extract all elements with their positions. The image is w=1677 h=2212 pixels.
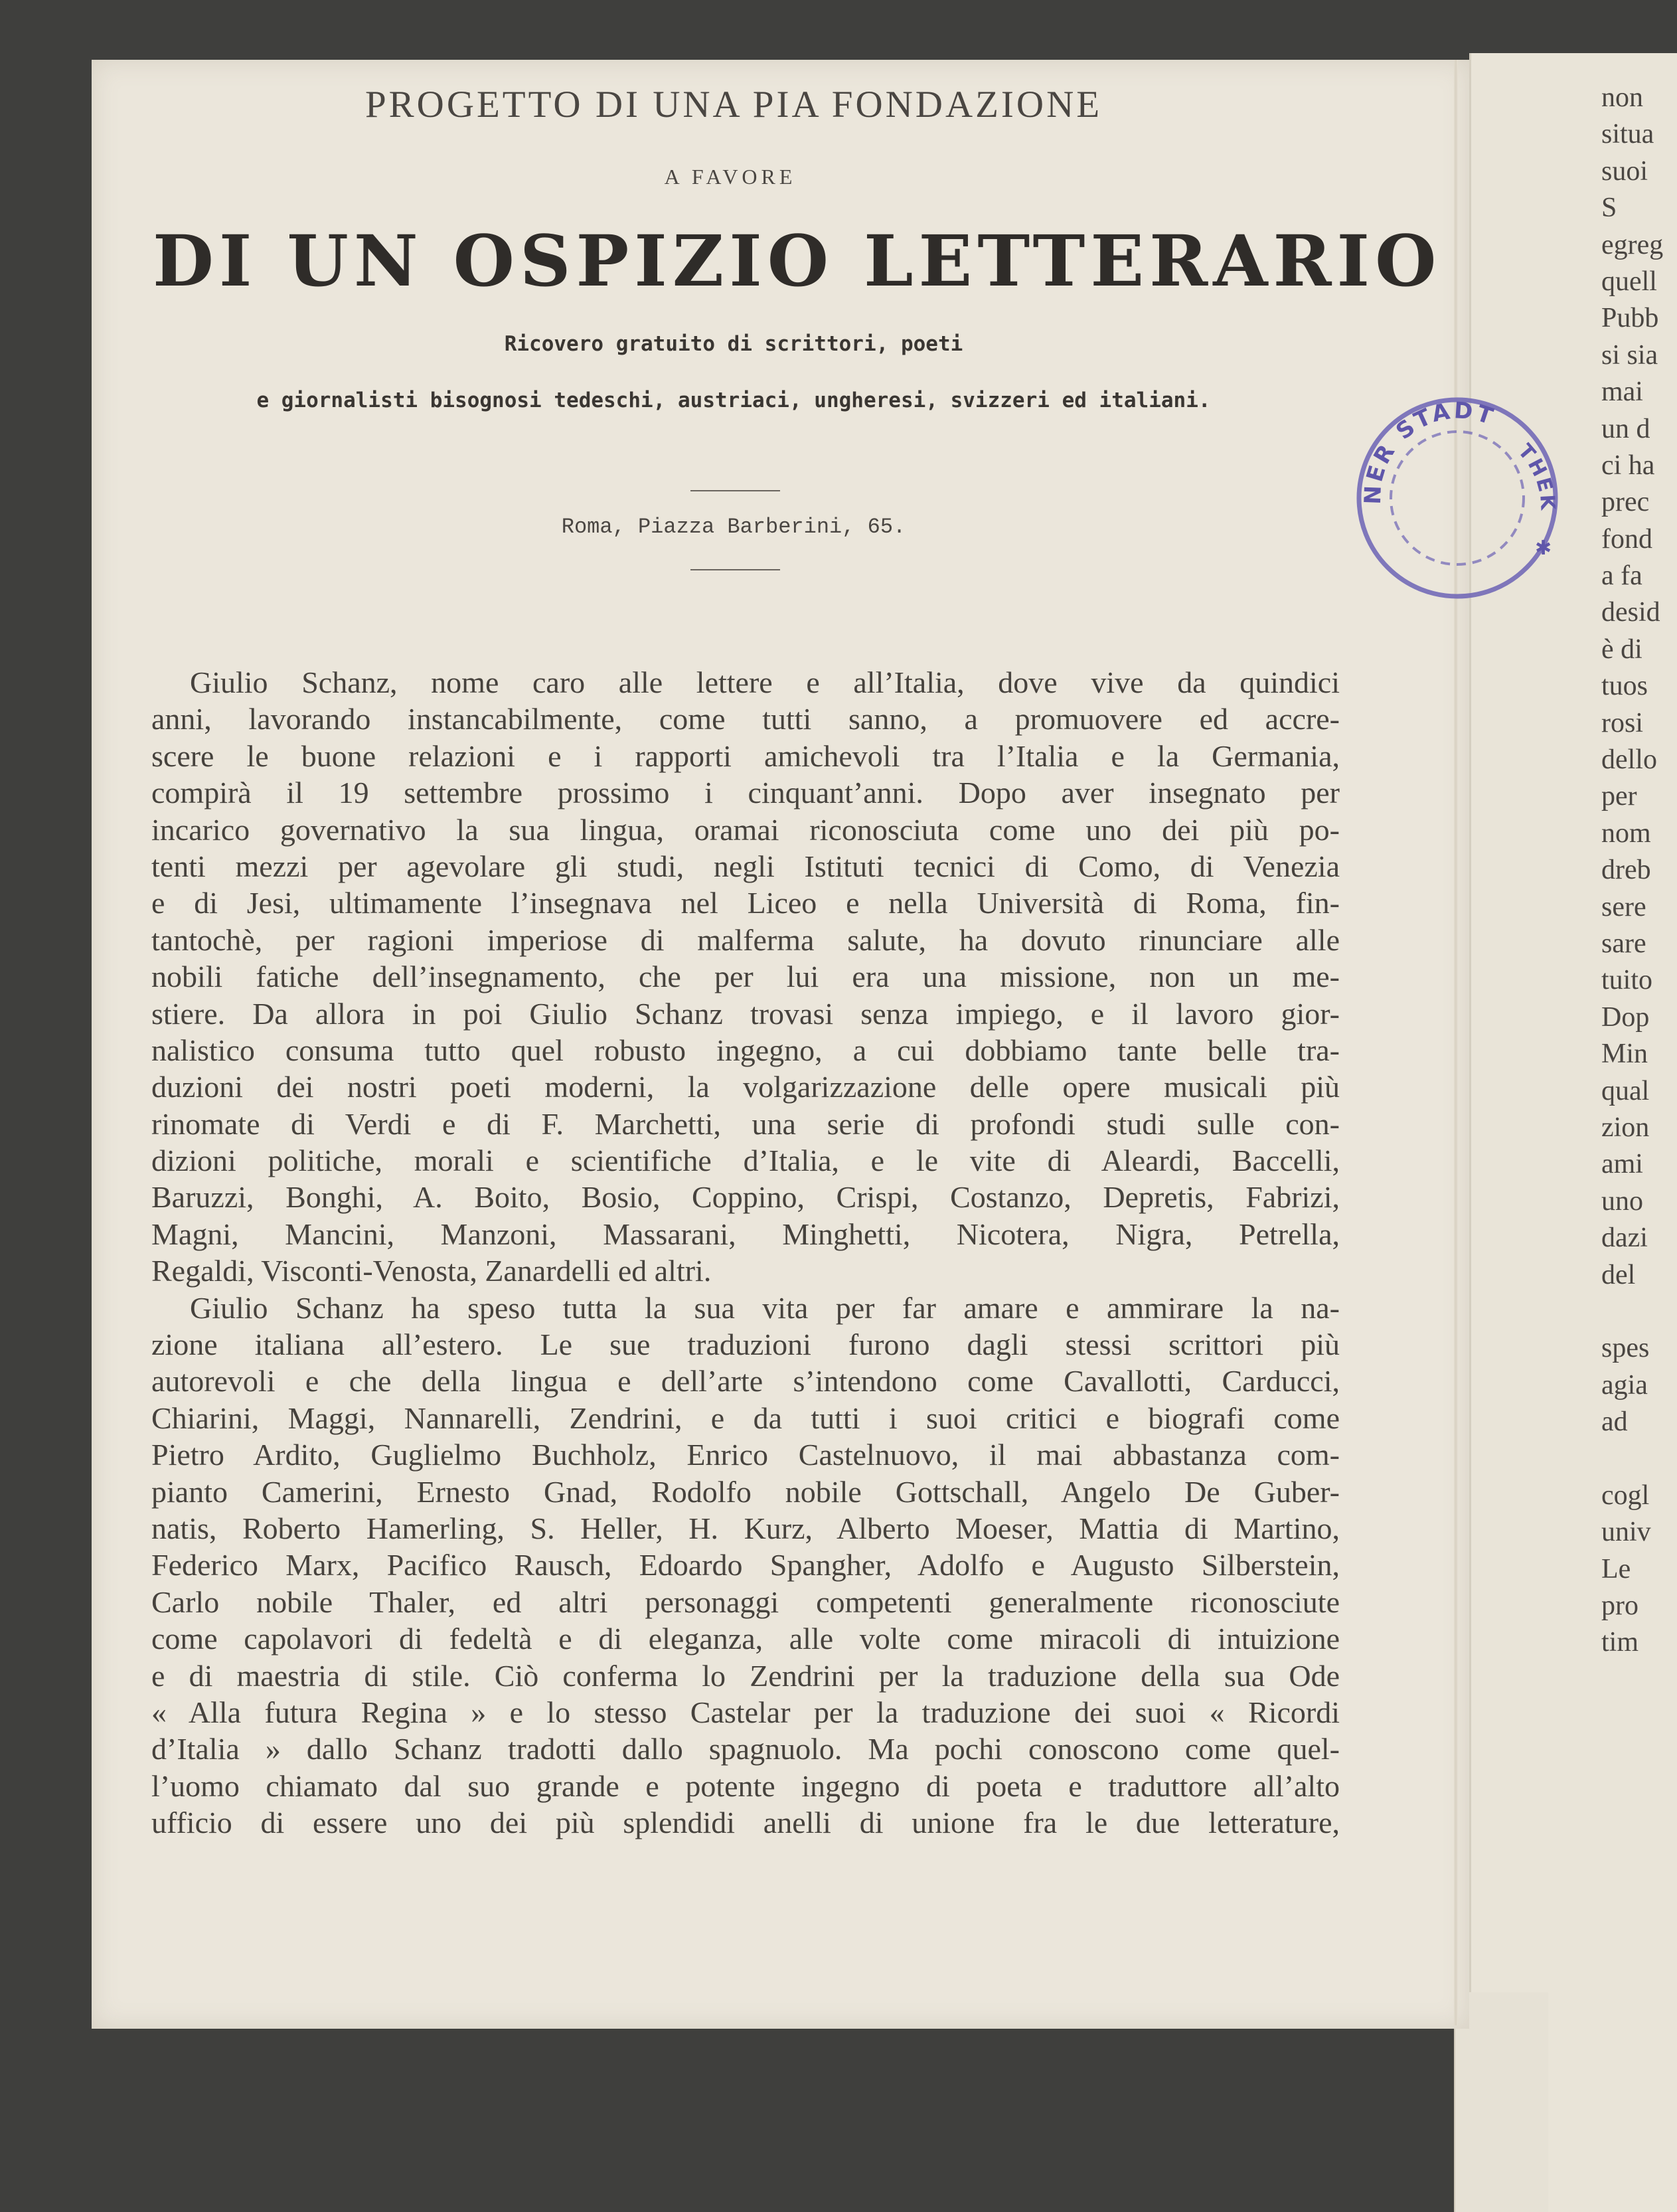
body-line: Pietro Ardito, Guglielmo Buchholz, Enrico Castelnuovo, il mai abbastanza com-	[151, 1438, 1340, 1472]
strip-line: prec	[1601, 487, 1650, 518]
strip-line: rosi	[1601, 707, 1643, 738]
divider-top	[690, 490, 780, 491]
strip-line: S	[1601, 193, 1617, 224]
strip-line: mai	[1601, 377, 1643, 408]
strip-line: si sia	[1601, 339, 1658, 371]
body-line: Giulio Schanz, nome caro alle lettere e all’Italia, dove vive da quindici	[190, 665, 1340, 699]
strip-line: uno	[1601, 1185, 1643, 1217]
body-line: come capolavori di fedeltà e di eleganza, alle volte come miracoli di intuizione	[151, 1622, 1340, 1656]
body-line: anni, lavorando instancabilmente, come tutti sanno, a promuovere ed accre-	[151, 702, 1340, 736]
strip-line: non	[1601, 82, 1643, 113]
body-line: tantochè, per ragioni imperiose di malferma salute, ha dovuto rinunciare alle	[151, 922, 1340, 957]
place-line: Roma, Piazza Barberini, 65.	[561, 515, 906, 539]
main-title: DI UN OSPIZIO LETTERARIO	[153, 219, 1442, 302]
strip-line: situa	[1601, 119, 1654, 150]
body-line: l’uomo chiamato dal suo grande e potente ingegno di poeta e traduttore all’alto	[151, 1768, 1340, 1803]
divider-bottom	[690, 569, 780, 570]
strip-line: sare	[1601, 928, 1646, 959]
strip-line: tuito	[1601, 965, 1653, 996]
strip-line	[1601, 1294, 1677, 1330]
strip-line: ad	[1601, 1406, 1628, 1438]
body-line: Magni, Mancini, Manzoni, Massarani, Minghetti, Nicotera, Nigra, Petrella,	[151, 1217, 1340, 1251]
body-line: pianto Camerini, Ernesto Gnad, Rodolfo nobile Gottschall, Angelo De Guber-	[151, 1474, 1340, 1509]
strip-line: dello	[1601, 744, 1657, 776]
body-line: rinomate di Verdi e di F. Marchetti, una serie di profondi studi sulle con-	[151, 1106, 1340, 1141]
body-line: natis, Roberto Hamerling, S. Heller, H. Kurz, Alberto Moeser, Mattia di Martino,	[151, 1511, 1340, 1545]
strip-line: Dop	[1601, 1001, 1650, 1033]
strip-line: egreg	[1601, 229, 1664, 260]
strip-line: qual	[1601, 1075, 1650, 1106]
strip-line: per	[1601, 781, 1637, 812]
strip-line: sere	[1601, 891, 1646, 922]
body-line: duzioni dei nostri poeti moderni, la volgarizzazione delle opere musicali più	[151, 1070, 1340, 1104]
strip-line: dazi	[1601, 1223, 1648, 1254]
stamp-text-top: NER STADT	[1359, 397, 1499, 505]
strip-line: tim	[1601, 1627, 1639, 1658]
body-line: ufficio di essere uno dei più splendidi anelli di unione fra le due letterature,	[151, 1806, 1340, 1840]
body-line: Giulio Schanz ha speso tutta la sua vita per far amare e ammirare la na-	[190, 1290, 1340, 1325]
adjacent-page-text	[1601, 80, 1677, 1661]
body-line: d’Italia » dallo Schanz tradotti dallo spagnuolo. Ma pochi conoscono come quel-	[151, 1732, 1340, 1766]
body-line: autorevoli e che della lingua e dell’arte s’intendono come Cavallotti, Carducci,	[151, 1364, 1340, 1399]
body-line: Chiarini, Maggi, Nannarelli, Zendrini, e da tutti i suoi critici e biografi come	[151, 1401, 1340, 1435]
strip-line: spes	[1601, 1333, 1650, 1364]
body-line: Regaldi, Visconti-Venosta, Zanardelli ed altri.	[151, 1254, 712, 1288]
strip-line: fond	[1601, 523, 1652, 554]
body-line: nobili fatiche dell’insegnamento, che per lui era una missione, non un me-	[151, 960, 1340, 994]
strip-line: Pubb	[1601, 303, 1659, 334]
strip-line: pro	[1601, 1590, 1638, 1622]
body-line: Federico Marx, Pacifico Rausch, Edoardo Spangher, Adolfo e Augusto Silberstein,	[151, 1548, 1340, 1582]
subtitle-line-1: Ricovero gratuito di scrittori, poeti	[504, 332, 963, 356]
strip-line: del	[1601, 1259, 1636, 1290]
page-fold	[1454, 60, 1458, 2025]
strip-line: è di	[1601, 634, 1642, 665]
stamp-star-icon: ✱	[1535, 537, 1552, 560]
body-line: e di Jesi, ultimamente l’insegnava nel Liceo e nella Università di Roma, fin-	[151, 886, 1340, 920]
strip-line: desid	[1601, 597, 1660, 628]
strip-line: un d	[1601, 413, 1650, 444]
body-line: scere le buone relazioni e i rapporti amichevoli tra l’Italia e la Germania,	[151, 738, 1340, 773]
strip-line: nom	[1601, 817, 1651, 849]
strip-line: ami	[1601, 1149, 1643, 1180]
body-line: tenti mezzi per agevolare gli studi, negli Istituti tecnici di Como, di Venezia	[151, 849, 1340, 883]
body-line: stiere. Da allora in poi Giulio Schanz trovasi senza impiego, e il lavoro gior-	[151, 996, 1340, 1031]
body-line: e di maestria di stile. Ciò conferma lo Zendrini per la traduzione della sua Ode	[151, 1658, 1340, 1693]
strip-line: Min	[1601, 1039, 1648, 1070]
body-line: dizioni politiche, morali e scientifiche d’Italia, e le vite di Aleardi, Baccelli,	[151, 1144, 1340, 1178]
library-stamp	[1348, 388, 1567, 608]
subtitle-line-2: e giornalisti bisognosi tedeschi, austriaci, ungheresi, svizzeri ed italiani.	[256, 388, 1211, 412]
stamp-text-right: THEK	[1513, 440, 1559, 513]
strip-line: a fa	[1601, 560, 1642, 592]
strip-line: tuos	[1601, 671, 1648, 702]
body-text	[151, 664, 1340, 1841]
strip-line: ci ha	[1601, 450, 1655, 481]
body-line: zione italiana all’estero. Le sue traduzioni furono dagli stessi scrittori più	[151, 1327, 1340, 1362]
strip-line: Le	[1601, 1553, 1631, 1584]
header-line-2: A FAVORE	[664, 165, 797, 189]
body-line: compirà il 19 settembre prossimo i cinquant’anni. Dopo aver insegnato per	[151, 776, 1340, 810]
strip-line	[1601, 1440, 1677, 1477]
strip-line: univ	[1601, 1517, 1651, 1548]
header-line-1: PROGETTO DI UNA PIA FONDAZIONE	[364, 84, 1103, 126]
body-line: Baruzzi, Bonghi, A. Boito, Bosio, Coppino, Crispi, Costanzo, Depretis, Fabrizi,	[151, 1180, 1340, 1215]
body-line: nalistico consuma tutto quel robusto ingegno, a cui dobbiamo tante belle tra-	[151, 1033, 1340, 1067]
strip-line: cogl	[1601, 1480, 1650, 1511]
strip-line: dreb	[1601, 855, 1651, 886]
strip-line: quell	[1601, 266, 1657, 297]
strip-line: zion	[1601, 1112, 1650, 1143]
body-line: Carlo nobile Thaler, ed altri personaggi competenti generalmente riconosciute	[151, 1584, 1340, 1619]
body-line: « Alla futura Regina » e lo stesso Castelar per la traduzione dei suoi « Ricordi	[151, 1695, 1340, 1729]
strip-line: suoi	[1601, 155, 1648, 187]
body-line: incarico governativo la sua lingua, oramai riconosciuta come uno dei più po-	[151, 812, 1340, 847]
strip-line: agia	[1601, 1369, 1648, 1401]
